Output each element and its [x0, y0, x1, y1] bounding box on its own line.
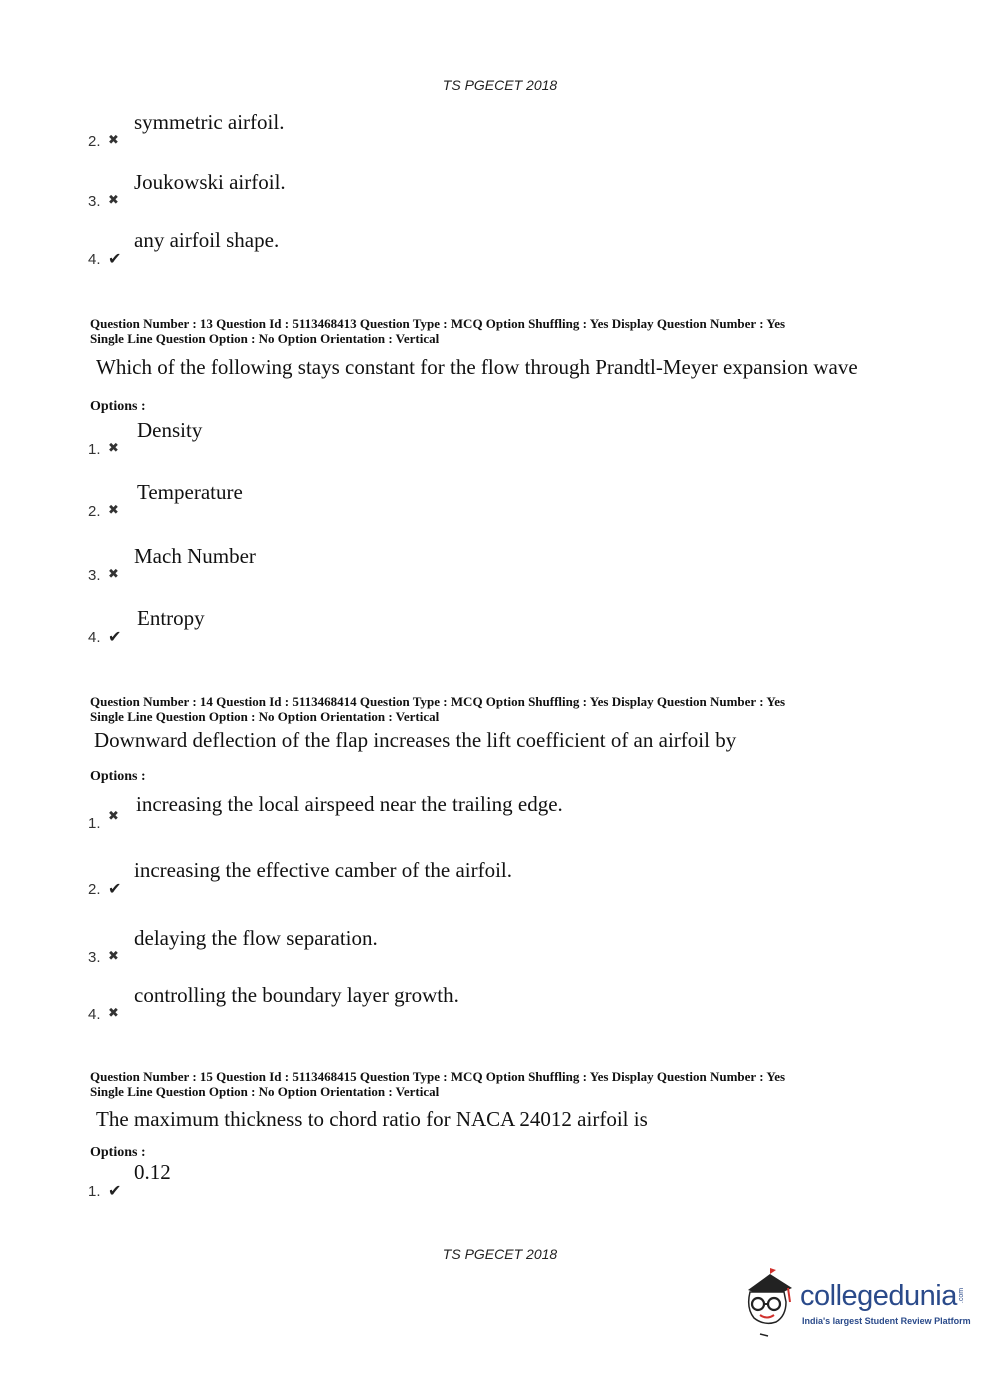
wrong-mark-icon: ✖	[108, 193, 119, 208]
option-number: 2.	[88, 881, 101, 898]
option-text: controlling the boundary layer growth.	[134, 983, 459, 1007]
option-item	[88, 858, 948, 898]
option-number: 3.	[88, 567, 101, 584]
option-text: increasing the effective camber of the airfoil.	[134, 858, 513, 882]
options-label: Options :	[90, 399, 146, 414]
option-text: increasing the local airspeed near the trailing edge.	[136, 792, 563, 816]
options-label: Options :	[90, 1145, 146, 1160]
option-number: 4.	[88, 251, 101, 268]
wrong-mark-icon: ✖	[108, 441, 119, 456]
wrong-mark-icon: ✖	[108, 1006, 119, 1021]
wrong-mark-icon: ✖	[108, 503, 119, 518]
collegedunia-logo	[740, 1268, 972, 1340]
option-item	[88, 228, 948, 268]
option-number: 3.	[88, 193, 101, 210]
option-item	[88, 110, 948, 150]
logo-domain-suffix: .com	[958, 1287, 966, 1304]
option-text: symmetric airfoil.	[134, 110, 285, 134]
check-mark-icon: ✔	[108, 249, 122, 268]
option-text: Density	[137, 418, 203, 442]
page-header: TS PGECET 2018	[442, 77, 558, 93]
question-meta	[90, 694, 950, 724]
check-mark-icon: ✔	[108, 627, 122, 646]
option-item	[88, 792, 948, 832]
page-footer: TS PGECET 2018	[442, 1246, 558, 1262]
check-mark-icon: ✔	[108, 879, 122, 898]
logo-tagline: India's largest Student Review Platform	[802, 1316, 971, 1326]
option-number: 2.	[88, 503, 101, 520]
option-text: delaying the flow separation.	[134, 926, 378, 950]
logo-brand-name: collegedunia	[800, 1280, 957, 1312]
check-mark-icon: ✔	[108, 1181, 122, 1200]
option-text: any airfoil shape.	[134, 228, 280, 252]
cap-tassel-shape	[788, 1288, 790, 1302]
question-text: The maximum thickness to chord ratio for NACA 24012 airfoil is	[96, 1107, 648, 1131]
wrong-mark-icon: ✖	[108, 567, 119, 582]
question-meta-line: Question Number : 13 Question Id : 5113468413 Question Type : MCQ Option Shuffling : Yes Display Question Number : Yes	[90, 316, 786, 331]
option-item	[88, 926, 948, 966]
wrong-mark-icon: ✖	[108, 949, 119, 964]
option-number: 1.	[88, 441, 101, 458]
option-item	[88, 418, 948, 458]
question-meta-line: Single Line Question Option : No Option Orientation : Vertical	[90, 709, 440, 724]
mascot-icon	[740, 1268, 800, 1340]
wrong-mark-icon: ✖	[108, 809, 119, 824]
option-number: 2.	[88, 133, 101, 150]
option-item	[88, 606, 948, 646]
option-item	[88, 544, 948, 584]
option-text: Temperature	[137, 480, 243, 504]
option-text: Entropy	[137, 606, 205, 630]
question-meta-line: Single Line Question Option : No Option Orientation : Vertical	[90, 331, 440, 346]
question-meta-line: Question Number : 15 Question Id : 5113468415 Question Type : MCQ Option Shuffling : Yes Display Question Number : Yes	[90, 1069, 786, 1084]
options-label: Options :	[90, 769, 146, 784]
question-text: Downward deflection of the flap increases the lift coefficient of an airfoil by	[94, 728, 737, 752]
option-item	[88, 1160, 948, 1200]
cap-flag-shape	[770, 1268, 776, 1274]
question-meta	[90, 1069, 950, 1099]
option-number: 3.	[88, 949, 101, 966]
question-meta	[90, 316, 950, 346]
option-item	[88, 983, 948, 1023]
wrong-mark-icon: ✖	[108, 133, 119, 148]
option-text: 0.12	[134, 1160, 171, 1184]
option-number: 1.	[88, 815, 101, 832]
option-item	[88, 480, 948, 520]
option-text: Joukowski airfoil.	[134, 170, 286, 194]
option-item	[88, 170, 948, 210]
base-stroke-shape	[760, 1334, 768, 1336]
question-meta-line: Single Line Question Option : No Option Orientation : Vertical	[90, 1084, 440, 1099]
question-text: Which of the following stays constant for the flow through Prandtl-Meyer expansion wave	[96, 355, 858, 379]
question-meta-line: Question Number : 14 Question Id : 5113468414 Question Type : MCQ Option Shuffling : Yes Display Question Number : Yes	[90, 694, 786, 709]
option-text: Mach Number	[134, 544, 256, 568]
option-number: 4.	[88, 1006, 101, 1023]
option-number: 4.	[88, 629, 101, 646]
option-number: 1.	[88, 1183, 101, 1200]
